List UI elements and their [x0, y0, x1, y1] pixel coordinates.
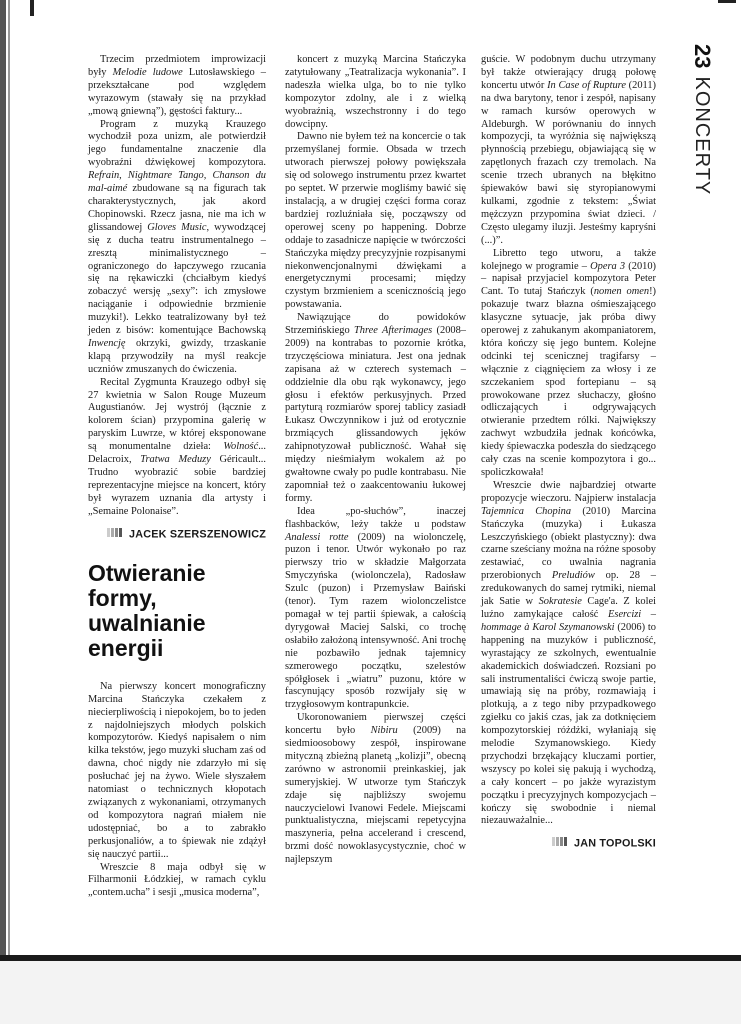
paragraph: Libretto tego utworu, a także kolejnego w programie – Opera 3 (2010) – napisał przyjaciel kompozytora Peter Cant. To tutaj Stańczyk (nomen omen!) pokazuje twarz błazna ośmieszającego klasyczne sytuacje, jak próba diwy operowej z zahukanym akompaniatorem, która kończy się jego buntem. Kolejne odcinki tej scenicznej tragifarsy – włącznie z ciągnięciem za włosy i ze szczekaniem spod fortepianu – są prowokowane przez słuchaczy, głośno odliczających i odgrywających otwieranie przedtem rólki. Największy zachwyt wzbudziła jednak końcówka, kiedy śpiewaczka podeszła do siedzącego cały czas na scenie kompozytora i go... spoliczkowała! — [481, 247, 657, 478]
section-name: KONCERTY — [691, 76, 714, 196]
italic-title: Tratwa Meduzy — [140, 454, 211, 466]
crop-mark — [718, 0, 736, 3]
paragraph: Ukoronowaniem pierwszej części koncertu było Nibiru (2009) na siedmioosobowy zespół, inspirowane mityczną zbieżną planetą „kolizji”, obecną zarówno w astronomii preinkaskiej, jak sumeryjskiej. W utworze tym Stańczyk zdaje się najbliższy swojemu nauczycielowi Ivanowi Fedele. Miejscami punktualistyczna, miejscami repetycyjna maszyneria, pełna accelerand i crescend, brzmi dość nowoklasycystycznie, choć w najlepszym — [285, 712, 466, 866]
article-1-body — [88, 54, 266, 519]
italic-title: Three Afterimages — [353, 325, 433, 337]
italic-title: Tajemnica Chopina — [481, 505, 572, 517]
italic-title: Preludiów — [551, 570, 595, 582]
author-bars-icon — [107, 528, 123, 541]
paragraph: koncert z muzyką Marcina Stańczyka zatytułowany „Teatralizacja wykonania”. I nadeszła wielka ulga, bo to nie tylko kompozytor zdolny, ale i z wielką wyobraźnią, wszechstronny i do tego dowcipny. — [285, 54, 466, 130]
italic-title: Gloves Music — [147, 221, 207, 233]
italic-title: Wolność — [223, 441, 259, 453]
paragraph: Wreszcie dwie najbardziej otwarte propozycje wieczoru. Najpierw instalacja Tajemnica Chopina (2010) Marcina Stańczyka (muzyka) i Łukasza Leszczyńskiego (obiekt plastyczny): dwa czarne sześciany można na różne sposoby zestawiać, co uwalnia nagrania przerobionych Preludiów op. 28 – zredukowanych do samej rytmiki, niemal jak Satie w Sokratesie Cage'a. Z kolei luźno zamykające całość Esercizi – hommage à Karol Szymanowski (2006) to happening na muzyków i publiczność, wyrastający ze szkolnych, ewentualnie akademickich doświadczeń. Rozsiani po sali instrumentaliści ćwiczą swoje partie, umawiają się na próby, rozmawiają i plotkują, a z tego niby przypadkowego zgiełku co jakiś czas, jak za dotknięciem kompozytorskiej różdżki, wyłaniają się melodie Szymanowskiego. Kiedy przychodzi brzękający kluczami portier, wszyscy po kolei się pakują i wychodzą, a cały koncert – po jakże wyrazistym początku i precyzyjnych kompozycjach – kończy się swobodnie i niemal niezauważalnie... — [481, 479, 657, 827]
section-label — [682, 44, 722, 284]
paragraph: guście. W podobnym duchu utrzymany był także otwierający drugą połowę koncertu utwór In Case of Rupture (2011) na dwa barytony, tenor i zespół, napisany w ramach kursów operowych w Aldeburgh. W porównaniu do innych kompozycji, ta wyróżnia się największą płynnością przebiegu, objawiającą się w zapętlonych frazach czy tremolach. Na scenie trzech ubranych na błękitno śpiewaków bawi się styropianowymi kulkami, zgodnie z tekstem: „Świat mężczyzn przypomina świat dzieci. / Często ulegamy iluzji. Jesteśmy kapryśni (...)”. — [481, 54, 656, 246]
author-bars-icon — [552, 837, 568, 850]
article-2-body-col1 — [88, 681, 266, 900]
author-name: JACEK SZERSZENOWICZ — [129, 527, 266, 540]
bottom-margin — [0, 961, 741, 1024]
column-2 — [285, 54, 466, 867]
article-2-body-col3 — [481, 54, 656, 828]
paragraph: Recital Zygmunta Krauzego odbył się 27 kwietnia w Salon Rouge Muzeum Augustianów. Jej wystrój (łącznie z kolorem ścian) przypomina galerię w paryskim Luwrze, w której eksponowane są monumentalne dzieła: Wolność... Delacroix, Tratwa Meduzy Géricault... Trudno wyobrazić sobie bardziej reprezentacyjne miejsce na koncert, który był wyrazem uznania dla artysty i „Semaine Polonaise”. — [88, 376, 266, 517]
article-2-headline — [88, 561, 266, 661]
paragraph: Trzecim przedmiotem improwizacji były Melodie ludowe Lutosławskiego – przekształcane pod względem wyrazowym (stawały się na przykład „mową gniewną”), gęstości faktury... — [88, 54, 266, 117]
column-3 — [481, 54, 656, 859]
paragraph: Dawno nie byłem też na koncercie o tak przemyślanej formie. Obsada w trzech utworach pierwszej połowy powiększała się od solowego instrumentu przez kwartet po septet. W przerwie mogliśmy bawić się instalacją, a w drugiej części forma coraz bardziej rozluźniała się, począwszy od operowej sceny po happening. Dobrze oddaje to zasadnicze napięcie w twórczości Stańczyka między precyzyjnie rozpisanymi niekonwencjonalnymi dźwiękami a energetycznymi procesami; między czystym brzmieniem a scenicznością jego powstawania. — [285, 131, 466, 311]
article-2-body-col2 — [285, 54, 466, 867]
headline-line: uwalnianie — [88, 609, 206, 636]
headline-line: energii — [88, 634, 164, 661]
italic-title: Melodie ludowe — [112, 66, 183, 78]
scan-edge — [0, 0, 6, 1024]
article-2-author — [481, 837, 656, 850]
italic-title: Nibiru — [370, 725, 398, 737]
italic-title: Refrain, Nightmare Tango, Chanson du mal-aimé — [88, 170, 266, 195]
scan-edge-line — [8, 0, 10, 1024]
italic-title: nomen omen — [593, 286, 650, 298]
paragraph: Idea „po-słuchów”, inaczej flashbacków, leży także u podstaw Analessi rotte (2009) na wiolonczelę, puzon i tenor. Utwór wykonało po raz pierwszy trio w składzie Małgorzata Smyczyńska (wiolonczela), Radosław Szulc (puzon) i Przemysław Baiński (tenor). Tym razem wiolonczelistce pomagał w tej partii śpiewak, a całością dyrygował Maciej Salski, co trochę osłabiło założoną intensywność. Ani trochę nie pozbawiło jednak tajemnicy szmerowego początku, szelestów spółgłosek i „wiatru” puzonu, które w fascynujący sposób rozwijały się w trzygłosowym kontrapunkcie. — [285, 505, 466, 711]
italic-title: Esercizi – hommage à Karol Szymanowski — [481, 608, 656, 633]
paragraph: Na pierwszy koncert monograficzny Marcina Stańczyka czekałem z niecierpliwością i niepokojem, bo to jeden z najdolniejszych młodych polskich kompozytorów. Kiedyś napisałem o nim kilka tekstów, jego muzyki słucham zaś od dawna, choć nigdy nie zdarzyło mi się posłuchać jej na żywo. Wiele słyszałem natomiast o technicznych kłopotach związanych z wykonaniami, otrzymanych od kompozytora nagrań miałem nie udostępniać, bo a to zabrakło perkusjonaliów, a to śpiewak nie zdążył się nauczyć partii... — [88, 680, 266, 860]
paragraph: Wreszcie 8 maja odbył się w Filharmonii Łódzkiej, w ramach cyklu „contem.ucha” i sesji „musica moderna”, — [88, 861, 266, 899]
italic-title: Opera 3 — [590, 260, 626, 272]
article-1-author — [88, 528, 266, 541]
column-1 — [88, 54, 266, 900]
italic-title: Sokratesie — [538, 596, 582, 608]
italic-title: In Case of Rupture — [547, 79, 626, 91]
author-name: JAN TOPOLSKI — [574, 837, 656, 850]
italic-title: Analessi rotte — [285, 531, 349, 543]
headline-line: Otwieranie formy, — [88, 559, 206, 611]
crop-mark — [30, 0, 34, 16]
italic-title: Inwencję — [88, 337, 126, 349]
paragraph: Nawiązujące do powidoków Strzemińskiego Three Afterimages (2008–2009) na kontrabas to pozornie krótka, trzyczęściowa miniatura. Jest ona jednak zapisana aż w czterech systemach – oddzielnie dla obu rąk wykonawcy, jego głosu i efektów perkusyjnych. Przed partyturą rozmiarów sporej tablicy zasiadł Łukasz Owczynnikow i już od erotycznie brzmiących glissandowych jęków zahipnotyzował publiczność. Wahał się między nieśmiałym wokalem aż po gwałtowne cwały po pudle kontrabasu. Nie zapomniał też o zaakcentowaniu łukowej formy. — [285, 312, 466, 504]
page-number: 23 — [690, 44, 715, 69]
paragraph: Program z muzyką Krauzego wychodził poza unizm, ale potwierdził jego fundamentalne znaczenie dla wyobraźni dźwiękowej kompozytora. Refrain, Nightmare Tango, Chanson du mal-aimé zbudowane są na figurach tak charakterystycznych, jak akord Chopinowski. Rzecz jasna, nie ma ich w glissandowej Gloves Music, wywodzącej się z ducha teatru instrumentalnego – zresztą minimalistycznego – ograniczonego do łapczywego rzucania się na rękawiczki (chciałbym kiedyś zobaczyć wersję „sexy”: ich zmysłowe naciąganie i odpowiednie brzmienie muzyki!). Lekko teatralizowany był też jeden z bisów: komentujące Bachowską Inwencję okrzyki, gwizdy, trzaskanie klapą przywodziły na myśl reakcje uczniów zmuszanych do ćwiczenia. — [88, 118, 266, 375]
